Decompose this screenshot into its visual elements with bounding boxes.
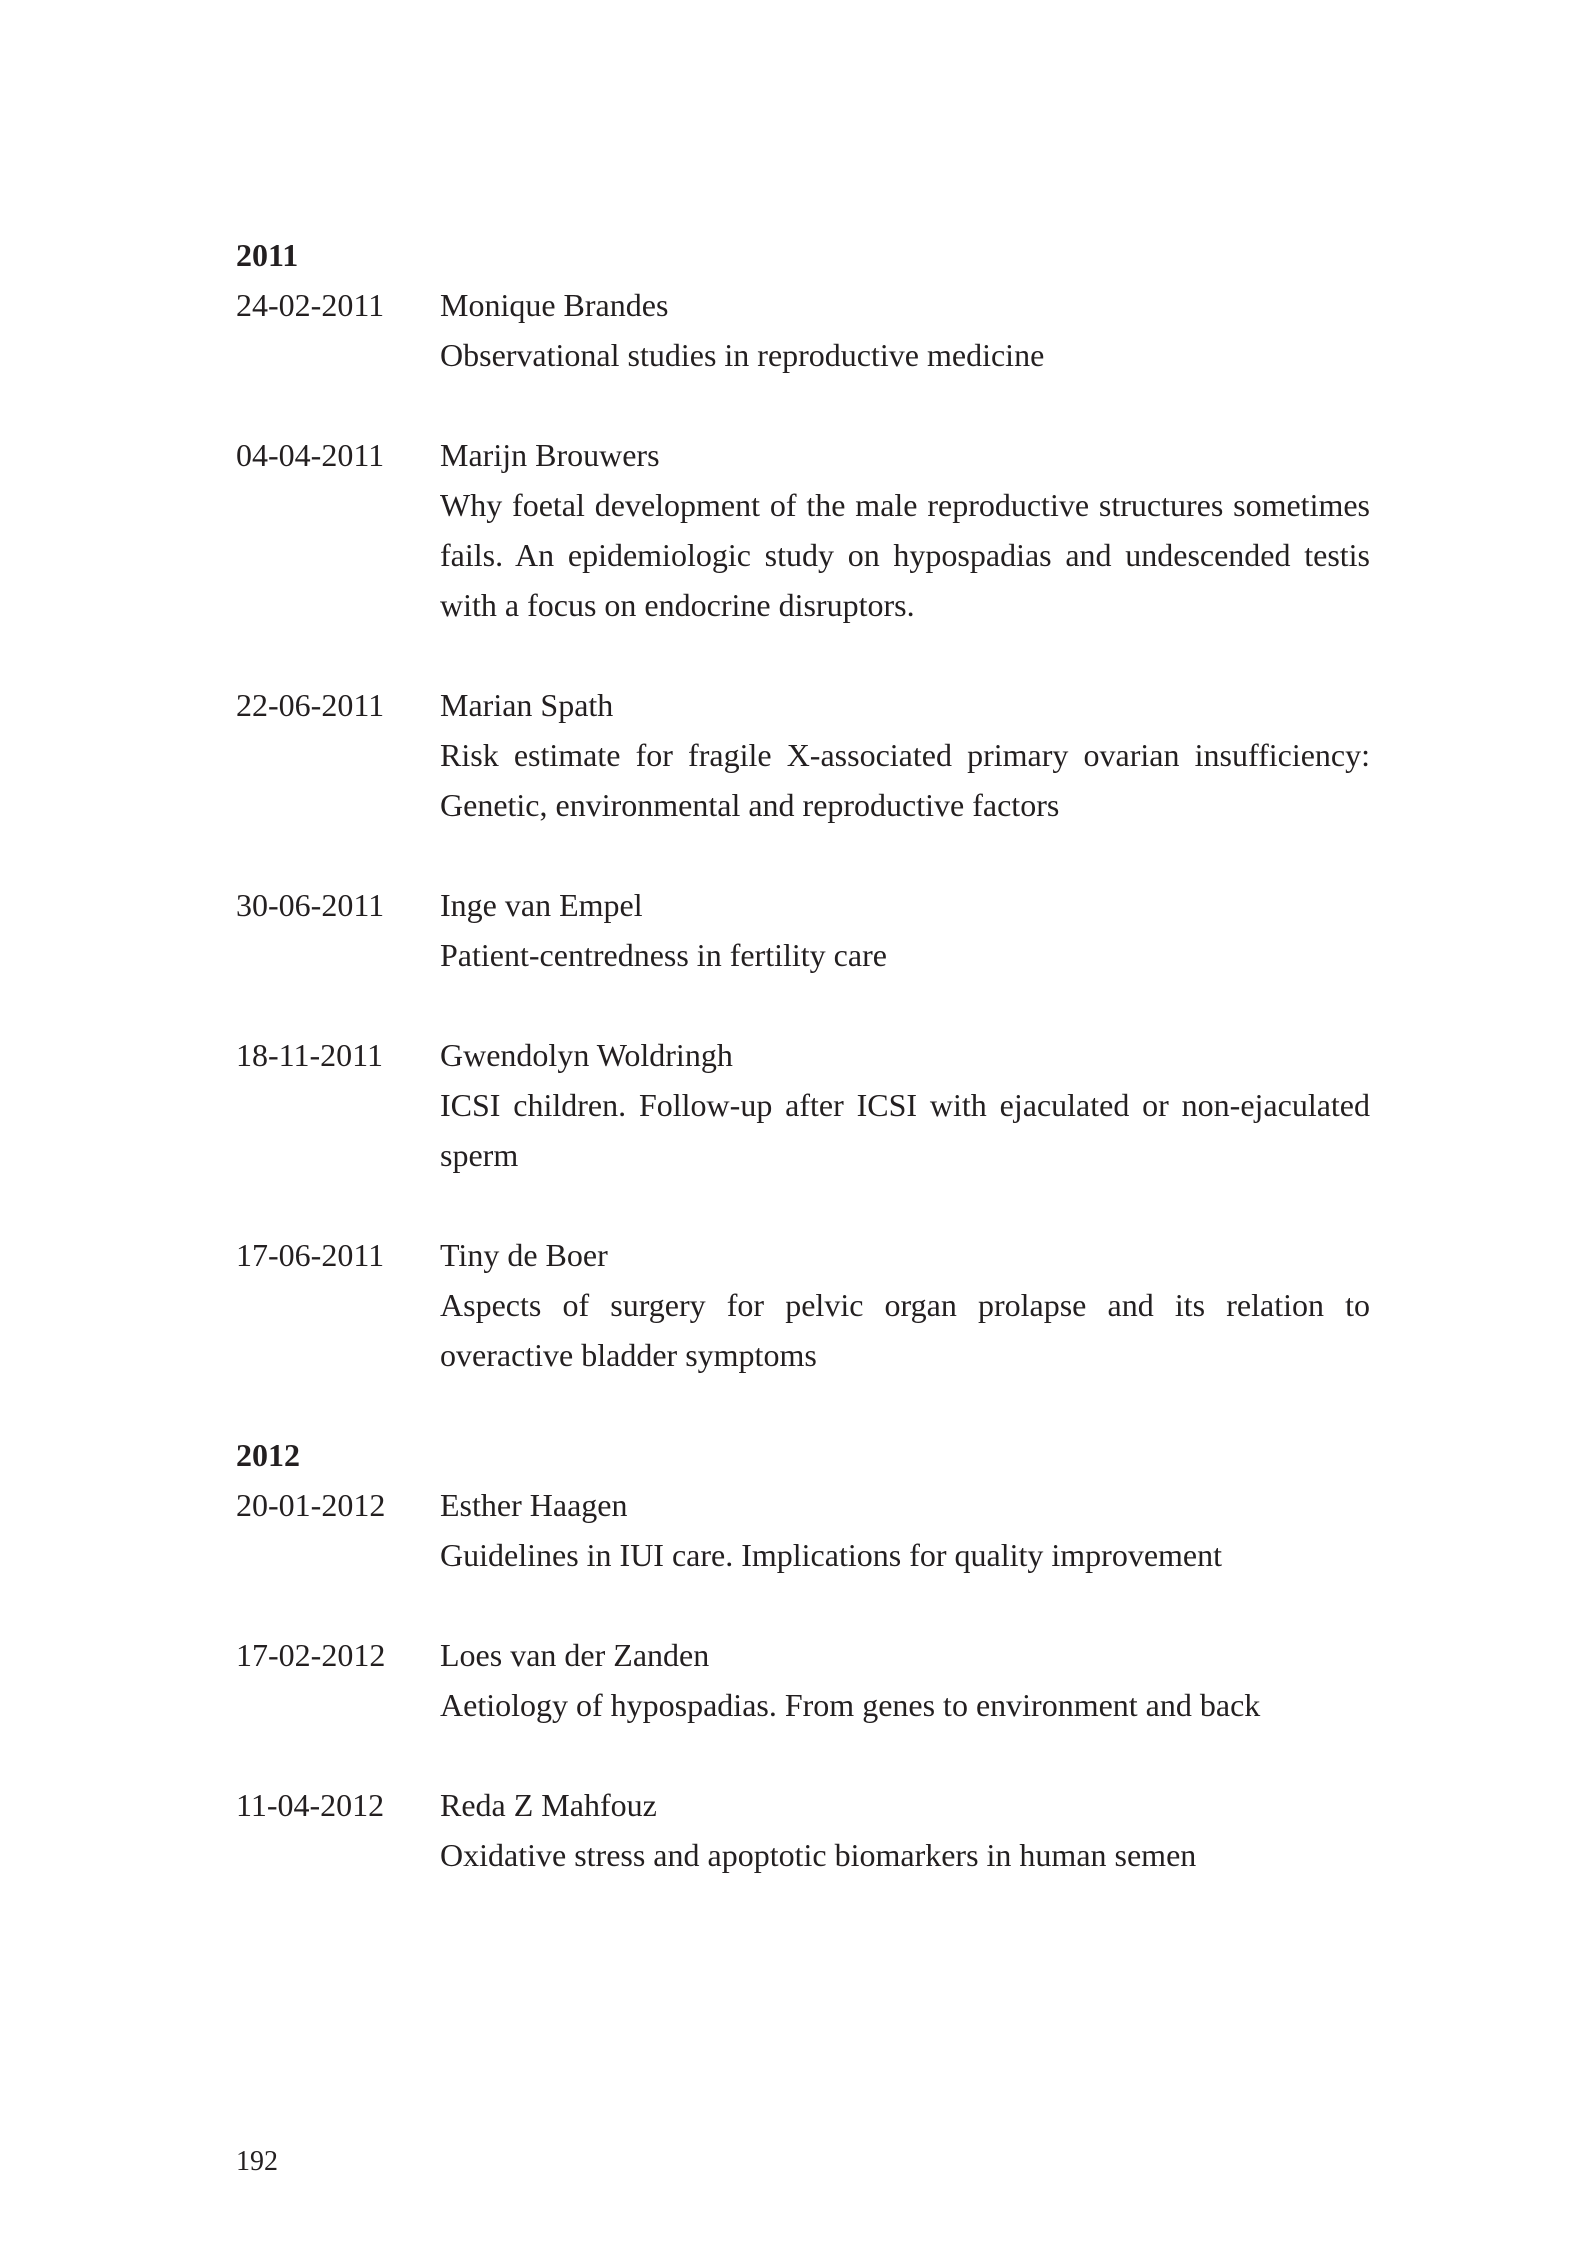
- defense-date: 04-04-2011: [236, 437, 385, 473]
- thesis-title: Patient-centredness in fertility care: [440, 937, 887, 973]
- page-number: 192: [236, 2146, 278, 2177]
- thesis-details: [440, 1630, 1370, 1730]
- thesis-title: Aetiology of hypospadias. From genes to environment and back: [440, 1687, 1261, 1723]
- thesis-title: Aspects of surgery for pelvic organ prolapse and its relation to overactive bladder symptoms: [440, 1287, 1370, 1373]
- thesis-entry: [236, 280, 1370, 380]
- thesis-title: ICSI children. Follow-up after ICSI with ejaculated or non-ejaculated sperm: [440, 1087, 1370, 1173]
- thesis-title: Why foetal development of the male reproductive structures sometimes fails. An epidemiologic study on hypospadias and undescended testis with a focus on endocrine disruptors.: [440, 487, 1370, 623]
- defense-date: 22-06-2011: [236, 687, 385, 723]
- author-name: Esther Haagen: [440, 1487, 628, 1523]
- year-heading: 2012: [236, 1437, 300, 1473]
- thesis-details: [440, 280, 1370, 380]
- defense-date: 24-02-2011: [236, 287, 385, 323]
- year-heading: 2011: [236, 237, 299, 273]
- thesis-entry: [236, 1230, 1370, 1380]
- defense-date: 18-11-2011: [236, 1037, 383, 1073]
- thesis-list: [236, 230, 1370, 1930]
- thesis-entry: [236, 880, 1370, 980]
- thesis-details: [440, 1230, 1370, 1380]
- thesis-entry: [236, 1480, 1370, 1580]
- thesis-details: [440, 680, 1370, 830]
- defense-date: 30-06-2011: [236, 887, 385, 923]
- author-name: Marian Spath: [440, 687, 614, 723]
- thesis-entry: [236, 430, 1370, 630]
- defense-date: 11-04-2012: [236, 1787, 385, 1823]
- defense-date: 17-06-2011: [236, 1237, 385, 1273]
- thesis-entry: [236, 1030, 1370, 1180]
- thesis-details: [440, 1030, 1370, 1180]
- thesis-details: [440, 880, 1370, 980]
- author-name: Inge van Empel: [440, 887, 643, 923]
- thesis-entry: [236, 680, 1370, 830]
- thesis-entry: [236, 1630, 1370, 1730]
- thesis-title: Oxidative stress and apoptotic biomarkers in human semen: [440, 1837, 1197, 1873]
- thesis-details: [440, 1780, 1370, 1880]
- year-section: [236, 230, 1370, 1380]
- thesis-entry: [236, 1780, 1370, 1880]
- author-name: Tiny de Boer: [440, 1237, 608, 1273]
- thesis-title: Observational studies in reproductive medicine: [440, 337, 1045, 373]
- author-name: Reda Z Mahfouz: [440, 1787, 657, 1823]
- thesis-details: [440, 430, 1370, 630]
- author-name: Loes van der Zanden: [440, 1637, 710, 1673]
- thesis-title: Guidelines in IUI care. Implications for quality improvement: [440, 1537, 1222, 1573]
- thesis-details: [440, 1480, 1370, 1580]
- author-name: Marijn Brouwers: [440, 437, 660, 473]
- defense-date: 17-02-2012: [236, 1637, 386, 1673]
- defense-date: 20-01-2012: [236, 1487, 386, 1523]
- thesis-title: Risk estimate for fragile X-associated primary ovarian insufficiency: Genetic, environmental and reproductive factors: [440, 737, 1370, 823]
- author-name: Monique Brandes: [440, 287, 669, 323]
- year-section: [236, 1430, 1370, 1880]
- author-name: Gwendolyn Woldringh: [440, 1037, 733, 1073]
